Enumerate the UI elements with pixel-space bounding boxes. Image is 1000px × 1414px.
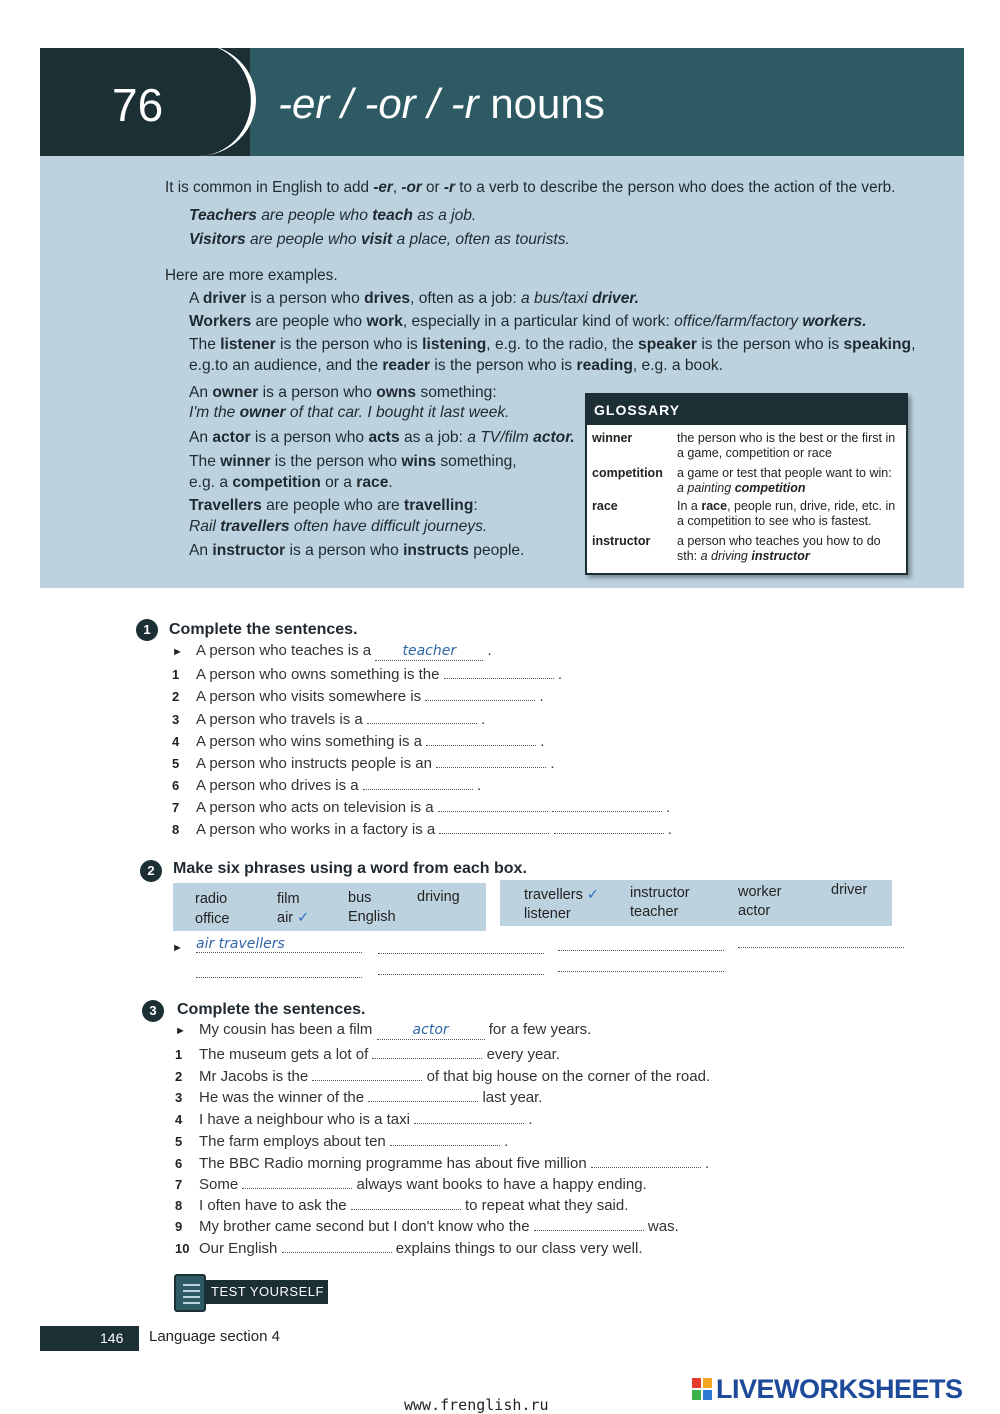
unit-title-noun: nouns (490, 80, 605, 127)
example-answer: actor (377, 1021, 485, 1040)
word: English (348, 909, 396, 925)
unit-title-suffixes: -er / -or / -r (278, 80, 479, 127)
example-driver: A driver is a person who drives, often as a job: a bus/taxi driver. (189, 290, 639, 307)
intro-line: It is common in English to add -er, -or or -r to a verb to describe the person who does the action of the verb. (165, 179, 896, 196)
exercise-3-item-4: 4 I have a neighbour who is a taxi . (175, 1111, 533, 1128)
example-reader: e.g.to an audience, and the reader is the person who is reading, e.g. a book. (189, 357, 724, 374)
word-used: air ✓ (277, 910, 310, 926)
answer-blank-3-10[interactable] (282, 1238, 392, 1253)
exercise-3-item-10: 10 Our English explains things to our class very well. (175, 1240, 643, 1257)
answer-blank-1-7b[interactable] (552, 797, 662, 812)
unit-number: 76 (112, 79, 164, 131)
answer-blank-1-3[interactable] (367, 709, 477, 724)
answer-blank-1-6[interactable] (363, 775, 473, 790)
word-box-2 (500, 880, 892, 926)
exercise-1-item-4: 4 A person who wins something is a . (172, 733, 545, 750)
example-actor: An actor is a person who acts as a job: a TV/film actor. (189, 429, 575, 446)
word: radio (195, 891, 228, 907)
exercise-2-badge: 2 (140, 860, 162, 882)
example-listener: The listener is the person who is listening, e.g. to the radio, the speaker is the person who is speaking, (189, 336, 916, 353)
answer-blank-3-4[interactable] (414, 1109, 524, 1124)
word: worker (738, 884, 782, 900)
answer-blank-3-1[interactable] (372, 1044, 482, 1059)
phrase-blank-2[interactable] (558, 950, 724, 951)
example-winner: The winner is the person who wins something, (189, 453, 517, 470)
word: office (195, 911, 230, 927)
answer-blank-1-8b[interactable] (554, 819, 664, 834)
example-answer: teacher (375, 642, 483, 661)
glossary-box (585, 393, 908, 575)
liveworksheets-icon (692, 1378, 712, 1400)
exercise-2-title: Make six phrases using a word from each box. (173, 860, 527, 877)
word: teacher (630, 904, 679, 920)
phrase-blank-6[interactable] (558, 971, 724, 972)
page-number: 146 (100, 1330, 124, 1346)
word: listener (524, 906, 571, 922)
example-visitors: Visitors are people who visit a place, often as tourists. (189, 231, 570, 248)
exercise-3-item-7: 7 Some always want books to have a happy ending. (175, 1176, 647, 1193)
answer-blank-3-5[interactable] (390, 1131, 500, 1146)
more-examples-label: Here are more examples. (165, 267, 338, 284)
example-workers: Workers are people who work, especially in a particular kind of work: office/farm/factory workers. (189, 313, 867, 330)
word: driving (417, 889, 460, 905)
word: actor (738, 903, 771, 919)
test-yourself-button[interactable]: TEST YOURSELF (176, 1280, 328, 1304)
check-icon: ✓ (586, 887, 600, 903)
answer-blank-3-7[interactable] (242, 1174, 352, 1189)
answer-blank-1-8a[interactable] (439, 819, 549, 834)
word: driver (831, 882, 868, 898)
exercise-1-title: Complete the sentences. (169, 621, 358, 638)
glossary-definition: a person who teaches you how to do sth: a driving instructor (677, 534, 881, 563)
answer-blank-1-4[interactable] (426, 731, 536, 746)
example-instructor: An instructor is a person who instructs people. (189, 542, 525, 559)
phrase-blank-4[interactable] (196, 977, 362, 978)
unit-title (278, 80, 605, 128)
example-winner-2: e.g. a competition or a race. (189, 474, 393, 491)
exercise-3-item-9: 9 My brother came second but I don't know who the was. (175, 1218, 679, 1235)
exercise-1-item-2: 2 A person who visits somewhere is . (172, 688, 544, 705)
answer-blank-1-7a[interactable] (438, 797, 548, 812)
exercise-3-item-6: 6 The BBC Radio morning programme has about five million . (175, 1155, 710, 1172)
phrase-blank-1[interactable] (378, 953, 544, 954)
book-icon (174, 1274, 206, 1312)
glossary-definition: a game or test that people want to win: a painting competition (677, 466, 892, 495)
word: bus (348, 890, 372, 906)
exercise-2-example: ► (172, 942, 183, 954)
exercise-3-item-8: 8 I often have to ask the to repeat what they said. (175, 1197, 629, 1214)
exercise-1-item-6: 6 A person who drives is a . (172, 777, 482, 794)
exercise-3-badge: 3 (142, 1000, 164, 1022)
answer-blank-3-6[interactable] (591, 1153, 701, 1168)
glossary-definition: the person who is the best or the first in a game, competition or race (677, 431, 896, 460)
example-teachers: Teachers are people who teach as a job. (189, 207, 477, 224)
page-number-bar (40, 1326, 139, 1351)
exercise-1-item-1: 1 A person who owns something is the . (172, 666, 562, 683)
example-travellers: Travellers are people who are travelling: (189, 497, 478, 514)
phrase-blank-3[interactable] (738, 947, 904, 948)
phrase-blank-5[interactable] (378, 974, 544, 975)
glossary-term: competition (592, 466, 663, 480)
example-owner: An owner is a person who owns something: (189, 384, 497, 401)
site-url: www.frenglish.ru (404, 1396, 549, 1414)
exercise-1-item-3: 3 A person who travels is a . (172, 711, 486, 728)
section-name: Language section 4 (149, 1328, 280, 1345)
glossary-term: instructor (592, 534, 651, 548)
liveworksheets-wordmark: LIVEWORKSHEETS (716, 1374, 963, 1404)
exercise-3-item-3: 3 He was the winner of the last year. (175, 1089, 543, 1106)
exercise-3-item-1: 1 The museum gets a lot of every year. (175, 1046, 560, 1063)
exercise-3-item-5: 5 The farm employs about ten . (175, 1133, 509, 1150)
glossary-heading: GLOSSARY (587, 395, 906, 425)
answer-blank-1-5[interactable] (436, 753, 546, 768)
example-travellers-sentence: Rail travellers often have difficult journeys. (189, 518, 488, 535)
exercise-3-title: Complete the sentences. (177, 1001, 366, 1018)
word: instructor (630, 885, 690, 901)
answer-blank-3-8[interactable] (351, 1195, 461, 1210)
glossary-term: race (592, 499, 618, 513)
answer-blank-1-2[interactable] (425, 686, 535, 701)
exercise-1-badge: 1 (136, 619, 158, 641)
check-icon: ✓ (297, 910, 310, 926)
exercise-1-item-5: 5 A person who instructs people is an . (172, 755, 555, 772)
exercise-3-example: ► My cousin has been a film actor for a few years. (175, 1021, 592, 1038)
answer-blank-1-1[interactable] (444, 664, 554, 679)
answer-blank-3-2[interactable] (312, 1066, 422, 1081)
answer-blank-3-9[interactable] (534, 1216, 644, 1231)
exercise-3-item-2: 2 Mr Jacobs is the of that big house on the corner of the road. (175, 1068, 711, 1085)
word-used: travellers ✓ (524, 887, 600, 903)
word: film (277, 891, 300, 907)
exercise-1-example: ► A person who teaches is a teacher . (172, 642, 492, 659)
exercise-1-item-8: 8 A person who works in a factory is a . (172, 821, 672, 838)
unit-header (40, 48, 964, 156)
word-box-1 (173, 883, 486, 931)
exercise-1-item-7: 7 A person who acts on television is a . (172, 799, 671, 816)
glossary-term: winner (592, 431, 633, 445)
example-phrase-answer: air travellers (196, 936, 362, 953)
example-owner-sentence: I'm the owner of that car. I bought it last week. (189, 404, 510, 421)
answer-blank-3-3[interactable] (368, 1087, 478, 1102)
glossary-definition: In a race, people run, drive, ride, etc. in a competition to see who is fastest. (677, 499, 896, 528)
